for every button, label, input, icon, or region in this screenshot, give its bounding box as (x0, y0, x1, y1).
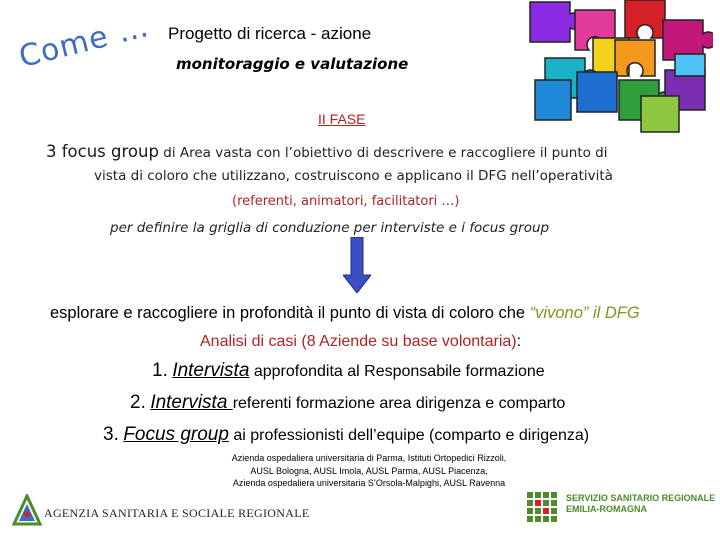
list-item-keyword: Intervista (150, 392, 233, 413)
page-title: Progetto di ricerca - azione (168, 24, 372, 43)
list-item-number: 2. (130, 392, 146, 413)
puzzle-piece-blue-left (535, 80, 571, 120)
list-item-text: approfondita al Responsabile formazione (249, 363, 545, 380)
ssr-line-1: SERVIZIO SANITARIO REGIONALE (566, 493, 716, 503)
case-analysis-heading (200, 333, 521, 351)
focus-lead: 3 focus group (46, 142, 159, 161)
list-item-number: 3. (103, 424, 119, 445)
list-item-text: ai professionisti dell’equipe (comparto e dirigenza) (228, 427, 590, 444)
puzzle-piece-cyan (675, 54, 705, 76)
focus-rest: di Area vasta con l’obiettivo di descrivere e raccogliere il punto di (158, 145, 608, 161)
list-item-text: referenti formazione area dirigenza e comparto (232, 395, 566, 412)
phase-heading: II FASE (318, 111, 366, 127)
list-item-2 (130, 392, 565, 414)
list-item-number: 1. (152, 360, 168, 381)
case-analysis-text: Analisi di casi (8 Aziende su base volontaria) (200, 333, 517, 350)
agencies-line-3: Azienda ospedaliera universitaria S’Orsola-Malpighi, AUSL Ravenna (232, 478, 506, 488)
ssr-logo (525, 490, 563, 528)
focus-paragraph-line4: per definire la griglia di conduzione per interviste e i focus group (110, 220, 550, 236)
list-item-3 (103, 424, 589, 446)
ssr-name (566, 493, 715, 515)
puzzle-piece-orange (615, 40, 655, 76)
agenzia-name: AGENZIA SANITARIA E SOCIALE REGIONALE (44, 506, 310, 520)
case-analysis-colon: : (516, 333, 522, 350)
explore-statement (50, 304, 640, 323)
puzzle-piece-red (625, 0, 665, 38)
ssr-line-2: EMILIA-ROMAGNA (566, 504, 647, 514)
puzzle-piece-purple (530, 2, 582, 42)
list-item-1 (152, 360, 545, 382)
explore-text: esplorare e raccogliere in profondità il punto di vista di coloro che (50, 304, 530, 322)
arrow-down-icon (343, 237, 371, 293)
focus-paragraph-line1 (46, 142, 607, 161)
list-item-keyword: Intervista (172, 360, 250, 381)
agencies-line-2: AUSL Bologna, AUSL Imola, AUSL Parma, AUSL Piacenza, (250, 465, 488, 476)
agenzia-logo (12, 494, 42, 528)
puzzle-pieces-image (515, 0, 713, 135)
focus-paragraph-line2: vista di coloro che utilizzano, costruiscono e applicano il DFG nell’operatività (94, 168, 613, 184)
puzzle-piece-blue-center (577, 72, 617, 112)
come-heading: Come … (15, 8, 153, 75)
puzzle-piece-lime (641, 96, 679, 132)
page-subtitle: monitoraggio e valutazione (176, 55, 409, 73)
participating-agencies-note (214, 452, 524, 490)
list-item-keyword: Focus group (123, 424, 229, 445)
explore-quoted: “vivono” il DFG (529, 304, 640, 322)
agencies-line-1: Azienda ospedaliera universitaria di Parma, Istituti Ortopedici Rizzoli, (231, 453, 507, 463)
focus-paragraph-line3: (referenti, animatori, facilitatori …) (232, 194, 460, 209)
